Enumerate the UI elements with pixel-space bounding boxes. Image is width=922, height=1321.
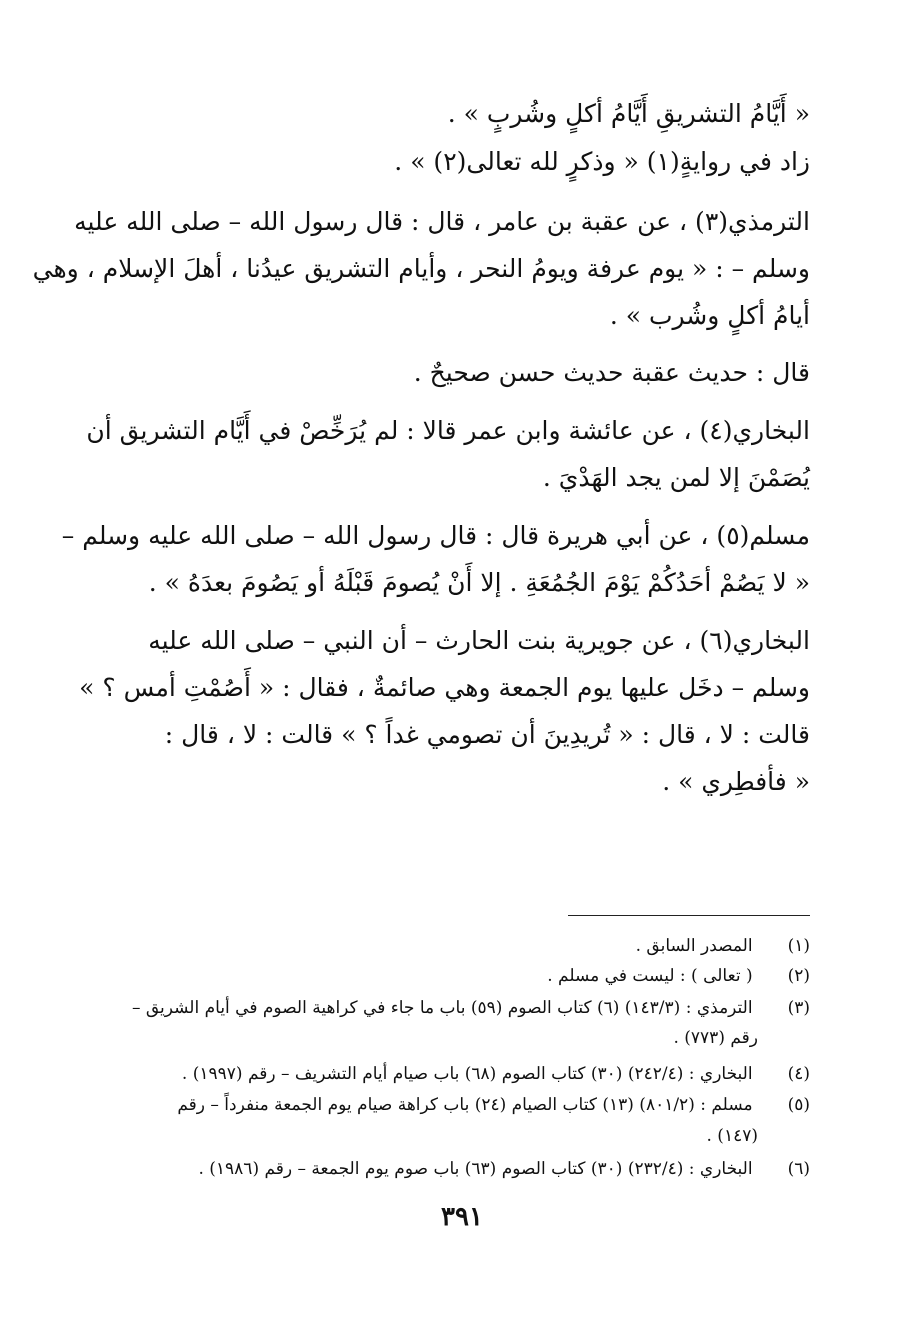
- footnote-number: (١): [787, 936, 810, 956]
- footnote: [636, 932, 810, 960]
- footnote-text: البخاري : (٢٣٢/٤) (٣٠) كتاب الصوم (٦٣) باب صوم يوم الجمعة – رقم (١٩٨٦) .: [198, 1159, 753, 1179]
- body-line: « أَيَّامُ التشريقِ أَيَّامُ أكلٍ وشُربٍ » .: [447, 99, 810, 128]
- footnote-number: (٦): [787, 1159, 810, 1179]
- body-line: وسلم – : « يوم عرفة ويومُ النحر ، وأيام التشريق عيدُنا ، أهلَ الإسلام ، وهي: [32, 254, 810, 283]
- footnote-separator: [568, 915, 810, 916]
- body-line: « لا يَصُمْ أحَدُكُمْ يَوْمَ الجُمُعَةِ . إلا أَنْ يُصومَ قَبْلَهُ أو يَصُومَ بعدَهُ » .: [148, 568, 810, 597]
- footnote-text: البخاري : (٢٤٢/٤) (٣٠) كتاب الصوم (٦٨) باب صيام أيام التشريف – رقم (١٩٩٧) .: [181, 1064, 753, 1084]
- body-line: البخاري(٤) ، عن عائشة وابن عمر قالا : لم يُرَخِّصْ في أَيَّام التشريق أن: [86, 416, 810, 445]
- body-line: البخاري(٦) ، عن جويرية بنت الحارث – أن النبي – صلى الله عليه: [148, 626, 810, 655]
- footnote-text: ( تعالى ) : ليست في مسلم .: [547, 966, 753, 986]
- footnote: [198, 1155, 810, 1183]
- footnote-continuation: (١٤٧) .: [706, 1126, 758, 1146]
- body-line: مسلم(٥) ، عن أبي هريرة قال : قال رسول الله – صلى الله عليه وسلم –: [61, 521, 810, 550]
- footnote-text: مسلم : (٨٠١/٢) (١٣) كتاب الصيام (٢٤) باب كراهة صيام يوم الجمعة منفرداً – رقم: [177, 1095, 753, 1115]
- footnote-number: (٣): [787, 998, 810, 1018]
- footnote-number: (٢): [787, 966, 810, 986]
- footnote-number: (٤): [787, 1064, 810, 1084]
- footnote-continuation: رقم (٧٧٣) .: [673, 1028, 758, 1048]
- body-line: قالت : لا ، قال : « تُريدِينَ أن تصومي غداً ؟ » قالت : لا ، قال :: [164, 720, 810, 749]
- page-number: ٣٩١: [441, 1202, 483, 1232]
- body-line: الترمذي(٣) ، عن عقبة بن عامر ، قال : قال رسول الله – صلى الله عليه: [74, 207, 810, 236]
- footnote-text: الترمذي : (١٤٣/٣) (٦) كتاب الصوم (٥٩) باب ما جاء في كراهية الصوم في أيام الشريق –: [131, 998, 753, 1018]
- body-line: أيامُ أكلٍ وشُرب » .: [609, 301, 810, 330]
- body-line: زاد في روايةٍ(١) « وذكرٍ لله تعالى(٢) » .: [394, 147, 810, 176]
- footnote-text: المصدر السابق .: [635, 936, 753, 956]
- footnote: [547, 962, 810, 990]
- footnote: [132, 994, 810, 1022]
- footnote: [182, 1060, 810, 1088]
- body-line: يُصَمْنَ إلا لمن يجد الهَدْيَ .: [542, 463, 810, 492]
- body-line: قال : حديث عقبة حديث حسن صحيحٌ .: [413, 358, 810, 387]
- body-line: وسلم – دخَل عليها يوم الجمعة وهي صائمةٌ ، فقال : « أَصُمْتِ أمس ؟ »: [79, 673, 810, 702]
- footnote-number: (٥): [787, 1095, 810, 1115]
- footnote: [177, 1091, 810, 1119]
- body-line: « فأفطِري » .: [662, 767, 810, 796]
